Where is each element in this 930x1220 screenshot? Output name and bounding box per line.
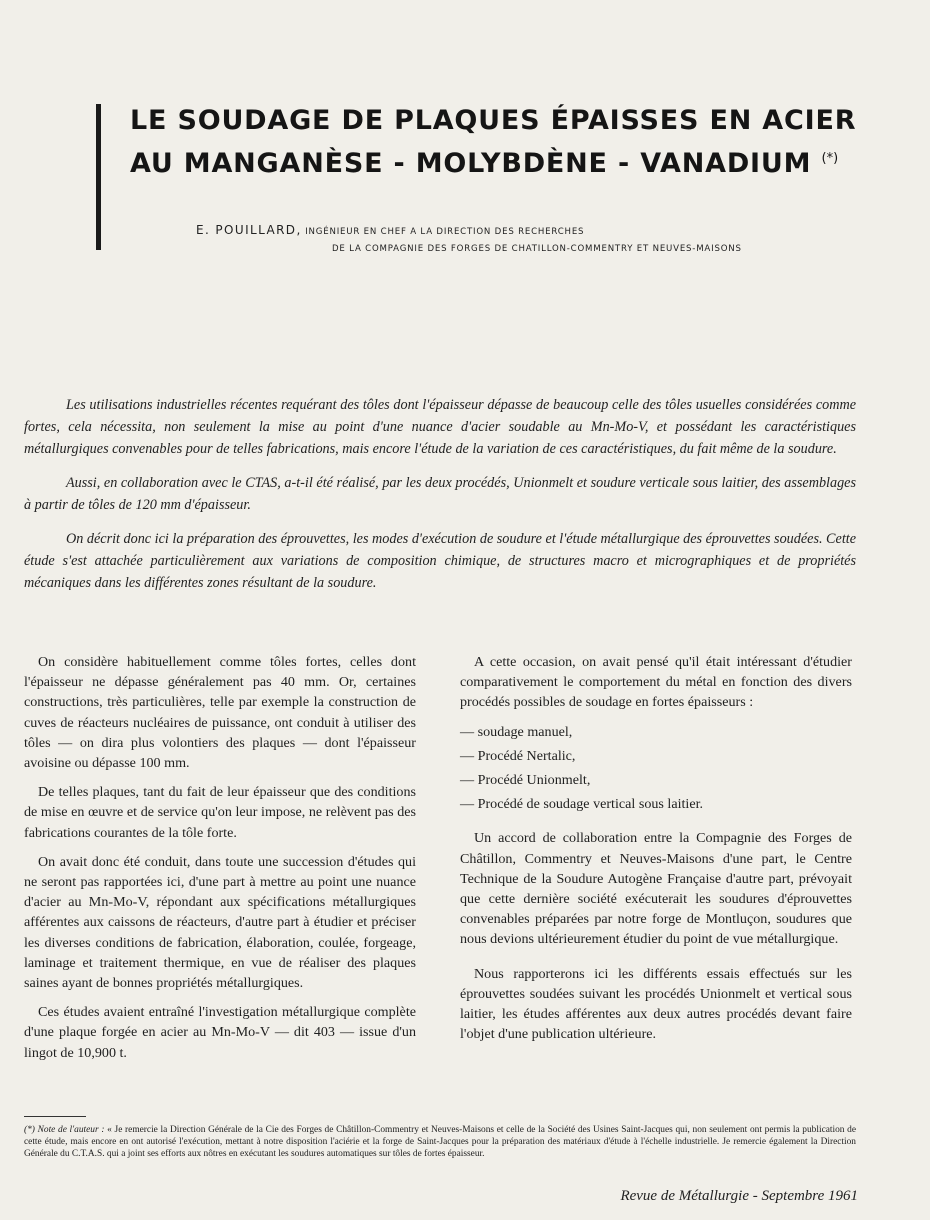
title-line-1: LE SOUDAGE DE PLAQUES ÉPAISSES EN ACIER — [130, 105, 857, 136]
body-left-column — [24, 652, 416, 1072]
author-affiliation-1: INGÉNIEUR EN CHEF A LA DIRECTION DES RECHERCHES — [305, 227, 585, 237]
body-paragraph: Un accord de collaboration entre la Compagnie des Forges de Châtillon, Commentry et Neuves-Maisons d'une part, le Centre Technique de la Soudure Autogène Française d'autre part, prévoyait que cette dernière société exécuterait les soudures d'éprouvettes convenables préparées par notre forge de Montluçon, soudures que nous devions ultérieurement étudier du point de vue métallurgique. — [460, 830, 852, 948]
journal-citation: Revue de Métallurgie - Septembre 1961 — [620, 1188, 858, 1204]
body-paragraph: On avait donc été conduit, dans toute une succession d'études qui ne seront pas rapportées ici, d'une part à mettre au point une nuance d'acier au Mn-Mo-V, répondant aux spécifications métallurgiques afférentes aux caissons de réacteurs, d'autre part à étudier et préciser les diverses conditions de fabrication, élaboration, coulée, forgeage, laminage et traitement thermique, en vue de réaliser des plaques saines ayant de bonnes propriétés métallurgiques. — [24, 853, 416, 992]
author-affiliation-2: DE LA COMPAGNIE DES FORGES DE CHATILLON-COMMENTRY ET NEUVES-MAISONS — [332, 244, 742, 254]
author-name: E. POUILLARD, — [196, 223, 302, 237]
title-rule — [96, 104, 101, 250]
abstract-paragraph-1: Les utilisations industrielles récentes requérant des tôles dont l'épaisseur dépasse de beaucoup celle des tôles usuelles considérées comme fortes, cela nécessita, non seulement la mise au point d'une nuance d'acier soudable au Mn-Mo-V, et possédant les caractéristiques métallurgiques convenables pour de telles fabrications, mais encore l'étude de la variation de ces caractéristiques, du fait même de la soudure. — [24, 397, 856, 457]
body-paragraph: Ces études avaient entraîné l'investigation métallurgique complète d'une plaque forgée en acier au Mn-Mo-V — dit 403 — issue d'un lingot de 10,900 t. — [24, 1004, 416, 1061]
body-paragraph: On considère habituellement comme tôles fortes, celles dont l'épaisseur ne dépasse généralement pas 40 mm. Or, certaines constructions, très particulières, telle par exemple la construction de cuves de réacteurs nucléaires de puissance, ont conduit à utiliser des tôles — on dira plus volontiers des plaques — dont l'épaisseur avoisine ou dépasse 100 mm. — [24, 654, 416, 772]
footnote-rule — [24, 1116, 86, 1117]
body-right-column — [460, 652, 852, 1053]
title-footnote-marker: (*) — [821, 151, 839, 166]
abstract-paragraph-3: On décrit donc ici la préparation des éprouvettes, les modes d'exécution de soudure et l'étude métallurgique des éprouvettes soudées. Cette étude s'est attachée particulièrement aux variations de composition chimique, de structures macro et micrographiques et de propriétés mécaniques dans les différentes zones résultant de la soudure. — [24, 531, 856, 591]
body-paragraph: De telles plaques, tant du fait de leur épaisseur que des conditions de mise en œuvre et de service qu'on leur impose, ne relèvent pas des fabrications courantes de la tôle forte. — [24, 784, 416, 841]
body-paragraph: A cette occasion, on avait pensé qu'il était intéressant d'étudier comparativement le comportement du métal en fonction des divers procédés possibles de soudage en fortes épaisseurs : — [460, 654, 852, 711]
list-item: — Procédé Unionmelt, — [460, 772, 591, 789]
footnote — [24, 1124, 856, 1160]
title-line-2-text: AU MANGANÈSE - MOLYBDÈNE - VANADIUM — [130, 148, 812, 179]
abstract — [24, 394, 856, 606]
list-item: — Procédé de soudage vertical sous laitier. — [460, 796, 704, 813]
author-block — [196, 222, 836, 258]
abstract-paragraph-2: Aussi, en collaboration avec le CTAS, a-t-il été réalisé, par les deux procédés, Unionmelt et soudure verticale sous laitier, des assemblages à partir de tôles de 120 mm d'épaisseur. — [24, 475, 856, 513]
footnote-lead: (*) Note de l'auteur : — [24, 1125, 105, 1135]
list-item: — soudage manuel, — [460, 723, 573, 740]
title-line-2 — [130, 140, 870, 183]
list-item: — Procédé Nertalic, — [460, 747, 576, 764]
article-title — [130, 102, 870, 183]
footnote-text: « Je remercie la Direction Générale de la Cie des Forges de Châtillon-Commentry et Neuves-Maisons et celle de la Société des Usines Saint-Jacques qui, non seulement ont permis la publication de cette étude, mais encore en ont autorisé l'exécution, mettant à notre disposition l'aciérie et la forge de Saint-Jacques pour la préparation des matériaux d'étude à l'échelle industrielle. Je remercie également la Direction Générale du C.T.A.S. qui a joint ses efforts aux nôtres en exécutant les soudures automatiques sur tôles de fortes épaisseur. — [24, 1125, 857, 1159]
body-paragraph: Nous rapporterons ici les différents essais effectués sur les éprouvettes soudées suivant les procédés Unionmelt et vertical sous laitier, les études afférentes aux deux autres procédés devant faire l'objet d'une publication ultérieure. — [460, 965, 852, 1043]
